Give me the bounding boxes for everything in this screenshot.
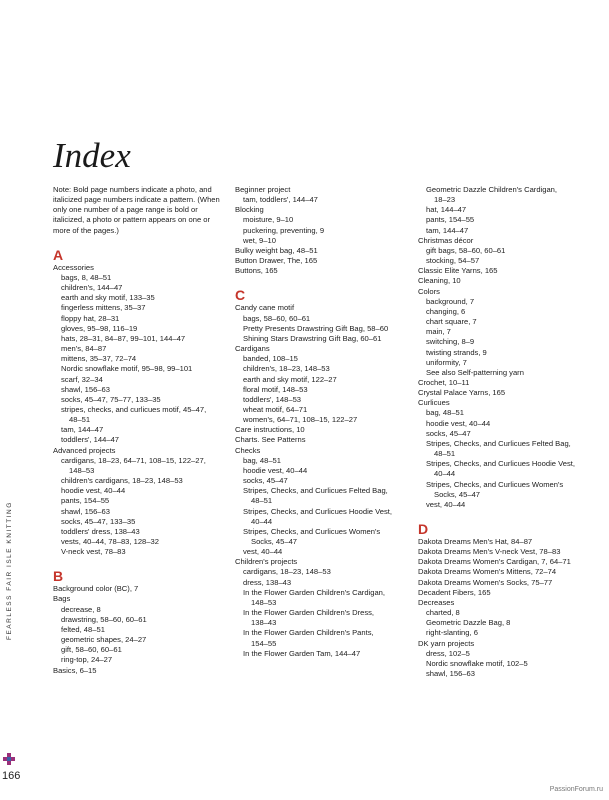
index-entry: dress, 102–5 xyxy=(426,648,470,658)
index-entry: Advanced projects xyxy=(53,445,116,455)
index-entry: bag, 48–51 xyxy=(243,455,282,465)
index-entry: main, 7 xyxy=(426,327,451,337)
index-entry: twisting strands, 9 xyxy=(426,347,487,357)
index-entry: Checks xyxy=(235,445,261,455)
index-entry: Children's projects xyxy=(235,557,298,567)
index-column-3 xyxy=(418,185,598,679)
index-entry: children's, 144–47 xyxy=(61,283,123,293)
index-entry: banded, 108–15 xyxy=(243,354,298,364)
index-entry: puckering, preventing, 9 xyxy=(243,225,325,235)
index-entry: bags, 8, 48–51 xyxy=(61,272,112,282)
index-entry: 40–44 xyxy=(251,516,273,526)
index-entry: Blocking xyxy=(235,205,264,215)
index-entry: In the Flower Garden Tam, 144–47 xyxy=(243,648,361,658)
index-entry: pants, 154–55 xyxy=(61,496,110,506)
section-letter: B xyxy=(53,568,64,585)
index-entry: gift bags, 58–60, 60–61 xyxy=(426,245,506,255)
page-number: 166 xyxy=(2,770,21,782)
section-letter: D xyxy=(418,521,429,537)
index-entry: Stripes, Checks, and Curlicues Hoodie Vest, xyxy=(243,506,392,516)
index-entry: Dakota Dreams Women's Cardigan, 7, 64–71 xyxy=(418,557,571,567)
index-entry: In the Flower Garden Children's Cardigan, xyxy=(243,587,386,597)
index-entry: stripes, checks, and curlicues motif, 45–47, xyxy=(61,404,207,414)
index-entry: Bulky weight bag, 48–51 xyxy=(235,245,318,255)
index-entry: fingerless mittens, 35–37 xyxy=(61,303,146,313)
index-entry: V-neck vest, 78–83 xyxy=(61,547,126,557)
index-entry: Dakota Dreams Women's Mittens, 72–74 xyxy=(418,567,557,577)
index-entry: 18–23 xyxy=(434,195,456,205)
index-entry: gloves, 95–98, 116–19 xyxy=(61,323,138,333)
index-entry: Shining Stars Drawstring Gift Bag, 60–61 xyxy=(243,333,382,343)
index-entry: bags, 58–60, 60–61 xyxy=(243,313,311,323)
cross-logo-icon xyxy=(3,753,15,765)
index-entry: 48–51 xyxy=(434,449,456,459)
index-entry: shawl, 156–63 xyxy=(426,669,475,679)
index-entry: Curlicues xyxy=(418,398,450,408)
index-entry: Dakota Dreams Women's Socks, 75–77 xyxy=(418,577,553,587)
index-entry: Buttons, 165 xyxy=(235,266,278,276)
section-letter: A xyxy=(53,246,64,263)
watermark: PassionForum.ru xyxy=(549,786,603,793)
index-entry: hat, 144–47 xyxy=(426,205,467,215)
index-entry: background, 7 xyxy=(426,296,475,306)
index-entry: vests, 40–44, 78–83, 128–32 xyxy=(61,537,159,546)
cross-logo-center xyxy=(7,757,11,761)
index-entry: floppy hat, 28–31 xyxy=(61,313,120,323)
index-entry: 48–51 xyxy=(251,496,273,506)
index-entry: Geometric Dazzle Bag, 8 xyxy=(426,618,511,628)
index-entry: Socks, 45–47 xyxy=(434,489,481,499)
index-entry: bag, 48–51 xyxy=(426,408,465,418)
index-entry: uniformity, 7 xyxy=(426,357,467,367)
index-entry: Candy cane motif xyxy=(235,303,295,313)
index-entry: tam, 144–47 xyxy=(426,225,469,235)
index-entry: See also Self-patterning yarn xyxy=(426,367,524,377)
index-entry: men's, 84–87 xyxy=(61,344,107,354)
index-entry: tam, 144–47 xyxy=(61,425,104,435)
spacer xyxy=(53,236,223,244)
index-entry: socks, 45–47, 75–77, 133–35 xyxy=(61,394,161,404)
index-entry: drawstring, 58–60, 60–61 xyxy=(61,614,147,624)
index-column-1 xyxy=(53,185,223,676)
index-entry: Basics, 6–15 xyxy=(53,665,97,675)
index-entry: mittens, 35–37, 72–74 xyxy=(61,354,137,364)
spacer xyxy=(235,276,405,284)
index-entry: Dakota Dreams Men's Hat, 84–87 xyxy=(418,537,533,546)
spacer xyxy=(418,510,598,518)
index-entry: Stripes, Checks, and Curlicues Felted Bag, xyxy=(243,486,388,496)
index-entry: pants, 154–55 xyxy=(426,215,475,225)
index-entry: DK yarn projects xyxy=(418,638,475,648)
index-entry: 148–53 xyxy=(69,465,95,475)
index-entry: 154–55 xyxy=(251,638,277,648)
index-entry: floral motif, 148–53 xyxy=(243,384,308,394)
index-entry: moisture, 9–10 xyxy=(243,215,294,225)
index-entry: chart square, 7 xyxy=(426,317,477,327)
index-entry: Nordic snowflake motif, 95–98, 99–101 xyxy=(61,364,193,374)
index-entry: Christmas décor xyxy=(418,235,474,245)
index-entry: Stripes, Checks, and Curlicues Women's xyxy=(426,479,564,489)
index-entry: Bags xyxy=(53,594,71,604)
index-entry: Button Drawer, The, 165 xyxy=(235,256,318,266)
index-entry: Dakota Dreams Men's V-neck Vest, 78–83 xyxy=(418,547,561,557)
index-entry: Beginner project xyxy=(235,185,291,194)
index-entry: vest, 40–44 xyxy=(426,499,466,509)
index-entry: Classic Elite Yarns, 165 xyxy=(418,266,498,276)
index-entry: hats, 28–31, 84–87, 99–101, 144–47 xyxy=(61,333,186,343)
index-entry: women's, 64–71, 108–15, 122–27 xyxy=(243,415,358,425)
index-entry: charted, 8 xyxy=(426,608,460,618)
index-entry: Socks, 45–47 xyxy=(251,537,298,546)
index-entry: Cardigans xyxy=(235,344,270,354)
index-entry: socks, 45–47 xyxy=(426,428,471,438)
index-entry: Stripes, Checks, and Curlicues Hoodie Vest, xyxy=(426,459,575,469)
index-entry: Background color (BC), 7 xyxy=(53,584,139,594)
index-entry: hoodie vest, 40–44 xyxy=(243,465,308,475)
index-entry: ring-top, 24–27 xyxy=(61,655,113,665)
index-entry: 40–44 xyxy=(434,469,456,479)
index-entry: tam, toddlers', 144–47 xyxy=(243,195,318,205)
index-entry: 138–43 xyxy=(251,618,277,628)
index-entry: Stripes, Checks, and Curlicues Felted Bag, xyxy=(426,438,571,448)
index-entry: hoodie vest, 40–44 xyxy=(61,486,126,496)
index-entry: 148–53 xyxy=(251,597,277,607)
index-entry: gift, 58–60, 60–61 xyxy=(61,645,122,655)
index-entry: wheat motif, 64–71 xyxy=(243,404,308,414)
index-entry: In the Flower Garden Children's Dress, xyxy=(243,608,375,618)
index-entry: Crochet, 10–11 xyxy=(418,377,470,387)
index-column-2 xyxy=(235,185,405,659)
index-entry: toddlers' dress, 138–43 xyxy=(61,526,140,536)
index-entry: Accessories xyxy=(53,262,94,272)
index-entry: Care instructions, 10 xyxy=(235,425,305,435)
page-title: Index xyxy=(53,136,131,175)
index-entry: earth and sky motif, 122–27 xyxy=(243,374,337,384)
index-entry: geometric shapes, 24–27 xyxy=(61,635,147,645)
index-entry: Stripes, Checks, and Curlicues Women's xyxy=(243,526,381,536)
index-entry: cardigans, 18–23, 64–71, 108–15, 122–27, xyxy=(61,455,206,465)
index-entry: earth and sky motif, 133–35 xyxy=(61,293,155,303)
index-entry: children's cardigans, 18–23, 148–53 xyxy=(61,476,183,486)
index-entry: Decreases xyxy=(418,597,455,607)
index-entry: Charts. See Patterns xyxy=(235,435,306,445)
index-entry: cardigans, 18–23, 148–53 xyxy=(243,567,331,577)
index-entry: socks, 45–47 xyxy=(243,476,288,486)
index-entry: Colors xyxy=(418,286,440,296)
book-title-spine: FEARLESS FAIR ISLE KNITTING xyxy=(6,501,13,640)
index-entry: shawl, 156–63 xyxy=(61,506,110,516)
index-entry: stocking, 54–57 xyxy=(426,256,480,266)
index-entry: Geometric Dazzle Children's Cardigan, xyxy=(426,185,558,194)
index-entry: Pretty Presents Drawstring Gift Bag, 58–60 xyxy=(243,323,389,333)
index-entry: hoodie vest, 40–44 xyxy=(426,418,491,428)
index-entry: shawl, 156–63 xyxy=(61,384,110,394)
index-entry: felted, 48–51 xyxy=(61,624,105,634)
section-letter: C xyxy=(235,287,246,304)
spacer xyxy=(53,557,223,565)
index-entry: Note: Bold page numbers indicate a photo, and italicized page numbers indicate a pattern. (When only one number of a page range is bold or italicized, a photo or pattern appears on one or more of the pages.) xyxy=(53,185,220,235)
index-entry: decrease, 8 xyxy=(61,604,101,614)
index-entry: changing, 6 xyxy=(426,306,466,316)
index-entry: toddlers', 144–47 xyxy=(61,435,120,445)
index-entry: toddlers', 148–53 xyxy=(243,394,302,404)
index-entry: Nordic snowflake motif, 102–5 xyxy=(426,658,528,668)
index-entry: right-slanting, 6 xyxy=(426,628,478,638)
index-entry: 48–51 xyxy=(69,415,91,425)
index-entry: socks, 45–47, 133–35 xyxy=(61,516,136,526)
index-entry: children's, 18–23, 148–53 xyxy=(243,364,330,374)
index-entry: switching, 8–9 xyxy=(426,337,475,347)
index-entry: In the Flower Garden Children's Pants, xyxy=(243,628,374,638)
index-entry: Crystal Palace Yarns, 165 xyxy=(418,388,506,398)
index-entry: scarf, 32–34 xyxy=(61,374,103,384)
index-entry: vest, 40–44 xyxy=(243,547,283,557)
index-entry: Decadent Fibers, 165 xyxy=(418,587,491,597)
index-entry: dress, 138–43 xyxy=(243,577,292,587)
index-entry: Cleaning, 10 xyxy=(418,276,461,286)
index-entry: wet, 9–10 xyxy=(243,235,276,245)
